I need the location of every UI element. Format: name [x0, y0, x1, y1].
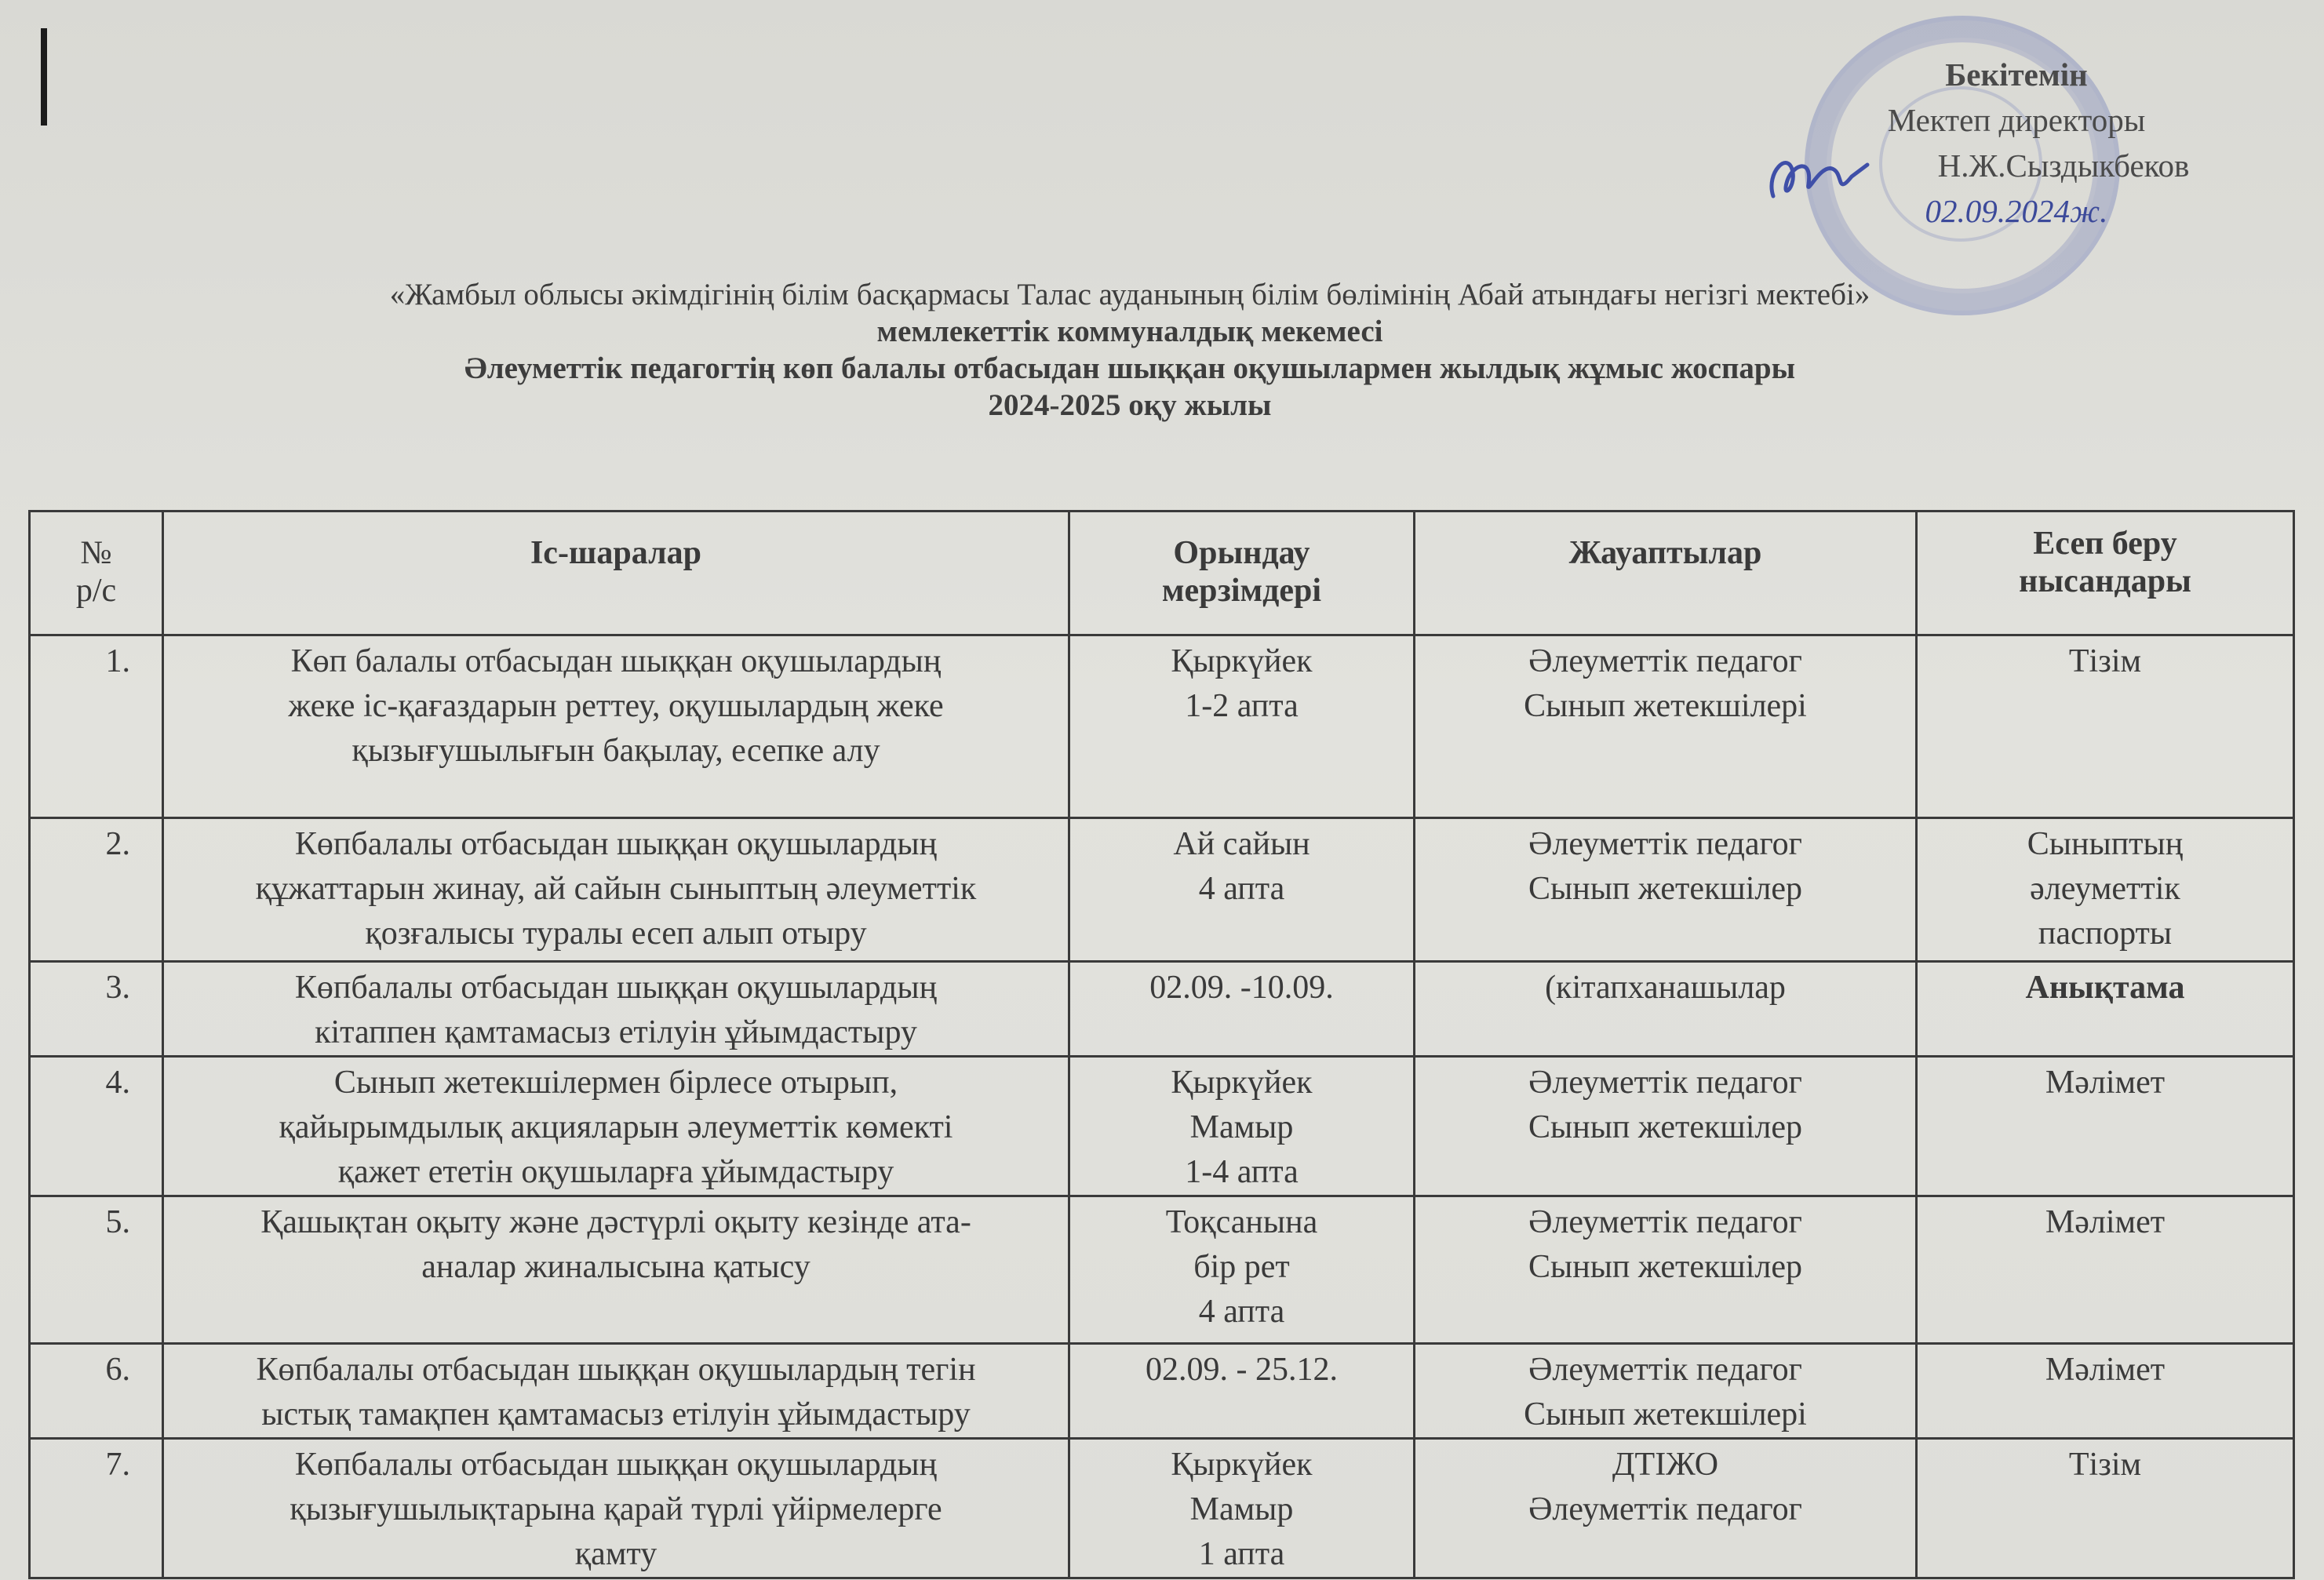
row-deadline: Қыркүйек 1-2 апта [1069, 635, 1415, 818]
heading-organization: «Жамбыл облысы әкімдігінің білім басқармасы Талас ауданының білім бөлімінің Абай атындағы негізгі мектебі» [389, 278, 1870, 311]
row-deadline: Ай сайын 4 апта [1069, 818, 1415, 962]
row-activity: Көпбалалы отбасыдан шыққан оқушылардың қызығушылықтарына қарай түрлі үйірмелерге қамту [163, 1439, 1069, 1578]
header-report: Есеп беру нысандары [1917, 511, 2294, 635]
row-deadline: 02.09. - 25.12. [1069, 1344, 1415, 1439]
row-activity: Көпбалалы отбасыдан шыққан оқушылардың кітаппен қамтамасыз етілуін ұйымдастыру [163, 962, 1069, 1057]
row-report: Тізім [1917, 635, 2294, 818]
row-number: 6. [30, 1344, 163, 1439]
table-row [30, 1196, 2294, 1344]
row-responsible: (кітапханашылар [1415, 962, 1917, 1057]
header-activity: Іс-шаралар [163, 511, 1069, 635]
row-number: 2. [30, 818, 163, 962]
row-deadline: Қыркүйек Мамыр 1-4 апта [1069, 1057, 1415, 1196]
row-activity: Қашықтан оқыту және дәстүрлі оқыту кезінде ата- аналар жиналысына қатысу [163, 1196, 1069, 1344]
margin-mark [41, 28, 47, 126]
row-responsible: Әлеуметтік педагог Сынып жетекшілер [1415, 1196, 1917, 1344]
table-row [30, 818, 2294, 962]
row-number: 4. [30, 1057, 163, 1196]
table-row [30, 635, 2294, 818]
row-number: 3. [30, 962, 163, 1057]
row-report: Тізім [1917, 1439, 2294, 1578]
heading-plan-title: Әлеуметтік педагогтің көп балалы отбасыдан шыққан оқушылармен жылдық жұмыс жоспары [464, 351, 1796, 385]
approval-label: Бекітемін [1945, 56, 2088, 93]
row-deadline: Тоқсанына бір рет 4 апта [1069, 1196, 1415, 1344]
table-row [30, 962, 2294, 1057]
table-row [30, 1439, 2294, 1578]
header-num: № р/с [30, 511, 163, 635]
row-responsible: Әлеуметтік педагог Сынып жетекшілері [1415, 635, 1917, 818]
row-responsible: Әлеуметтік педагог Сынып жетекшілер [1415, 1057, 1917, 1196]
header-responsible: Жауаптылар [1415, 511, 1917, 635]
header-deadline: Орындау мерзімдері [1069, 511, 1415, 635]
row-activity: Көпбалалы отбасыдан шыққан оқушылардың тегін ыстық тамақпен қамтамасыз етілуін ұйымдастыру [163, 1344, 1069, 1439]
table-row [30, 1344, 2294, 1439]
row-activity: Көпбалалы отбасыдан шыққан оқушылардың құжаттарын жинау, ай сайын сыныптың әлеуметтік қозғалысы туралы есеп алып отыру [163, 818, 1069, 962]
document-heading [47, 276, 2213, 424]
approval-block [1797, 52, 2236, 234]
row-number: 1. [30, 635, 163, 818]
row-activity: Сынып жетекшілермен бірлесе отырып, қайырымдылық акцияларын әлеуметтік көмекті қажет ететін оқушыларға ұйымдастыру [163, 1057, 1069, 1196]
row-responsible: ДТІЖО Әлеуметтік педагог [1415, 1439, 1917, 1578]
row-report: Мәлімет [1917, 1344, 2294, 1439]
work-plan-table [28, 510, 2295, 1579]
approval-date: 02.09.2024ж. [1925, 193, 2108, 229]
row-responsible: Әлеуметтік педагог Сынып жетекшілері [1415, 1344, 1917, 1439]
heading-organization-type: мемлекеттік коммуналдық мекемесі [876, 315, 1383, 348]
row-number: 7. [30, 1439, 163, 1578]
table-row [30, 1057, 2294, 1196]
heading-school-year: 2024-2025 оқу жылы [988, 388, 1272, 422]
row-deadline: Қыркүйек Мамыр 1 апта [1069, 1439, 1415, 1578]
approval-position: Мектеп директоры [1887, 102, 2146, 138]
row-activity: Көп балалы отбасыдан шыққан оқушылардың жеке іс-қағаздарын реттеу, оқушылардың жеке қызығушылығын бақылау, есепке алу [163, 635, 1069, 818]
row-report: Мәлімет [1917, 1196, 2294, 1344]
row-number: 5. [30, 1196, 163, 1344]
row-deadline: 02.09. -10.09. [1069, 962, 1415, 1057]
approval-name: Н.Ж.Сыздыкбеков [1937, 147, 2190, 184]
row-responsible: Әлеуметтік педагог Сынып жетекшілер [1415, 818, 1917, 962]
row-report: Мәлімет [1917, 1057, 2294, 1196]
table-header-row [30, 511, 2294, 635]
row-report: Сыныптың әлеуметтік паспорты [1917, 818, 2294, 962]
row-report: Анықтама [1917, 962, 2294, 1057]
